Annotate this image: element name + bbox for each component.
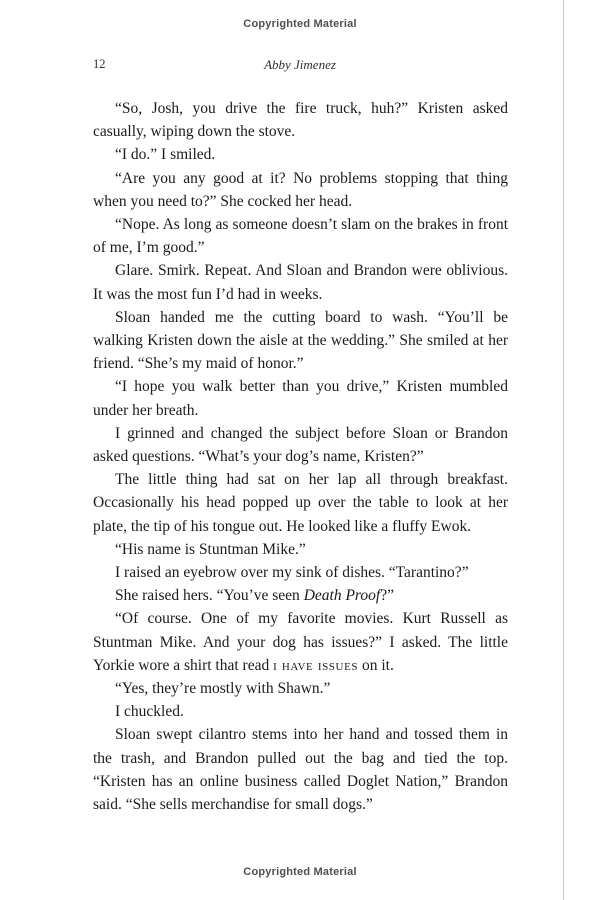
paragraph xyxy=(93,538,508,561)
copyright-watermark-top: Copyrighted Material xyxy=(243,18,357,30)
copyright-watermark-bottom: Copyrighted Material xyxy=(243,866,357,878)
text-segment: I grinned and changed the subject before Sloan or Brandon asked questions. “What’s your dog’s name, Kristen?” xyxy=(93,424,508,466)
paragraph xyxy=(93,561,508,584)
text-segment: “Nope. As long as someone doesn’t slam on the brakes in front of me, I’m good.” xyxy=(93,216,508,257)
paragraph xyxy=(93,143,508,166)
paragraph xyxy=(93,723,508,816)
paragraph xyxy=(93,306,508,376)
paragraph xyxy=(93,213,508,259)
paragraph xyxy=(93,468,508,538)
paragraph xyxy=(93,97,508,143)
text-segment: “Yes, they’re mostly with Shawn.” xyxy=(115,680,331,698)
text-segment: The little thing had sat on her lap all through breakfast. Occasionally his head popped up over the table to look at her plate, the tip of his tongue out. He looked like a fluffy Ewok. xyxy=(93,471,508,535)
paragraph xyxy=(93,700,508,723)
text-segment: on it. xyxy=(358,656,394,674)
paragraph xyxy=(93,422,508,468)
text-segment: Glare. Smirk. Repeat. And Sloan and Brandon were oblivious. It was the most fun I’d had in weeks. xyxy=(93,262,508,303)
text-segment: I chuckled. xyxy=(115,703,184,721)
page-header xyxy=(0,57,600,75)
paragraph xyxy=(93,375,508,421)
text-segment: Sloan swept cilantro stems into her hand and tossed them in the trash, and Brandon pulled out the bag and tied the top. “Kristen has an online business called Doglet Nation,” Brandon said. “She sells merchandise for small dogs.” xyxy=(93,726,508,814)
text-segment: ?” xyxy=(380,587,394,605)
text-segment: I raised an eyebrow over my sink of dishes. “Tarantino?” xyxy=(115,564,469,582)
paragraph xyxy=(93,167,508,213)
text-segment-italic: Death Proof xyxy=(303,587,381,605)
text-segment: “I do.” I smiled. xyxy=(115,146,216,164)
paragraph xyxy=(93,607,508,677)
text-segment: “Are you any good at it? No problems stopping that thing when you need to?” She cocked her head. xyxy=(93,169,508,210)
text-segment: “His name is Stuntman Mike.” xyxy=(115,540,306,558)
text-segment: Sloan handed me the cutting board to wash. “You’ll be walking Kristen down the aisle at the wedding.” She smiled at her friend. “She’s my maid of honor.” xyxy=(93,308,508,373)
page-number: 12 xyxy=(93,57,106,71)
paragraph xyxy=(93,259,508,305)
paragraph xyxy=(93,584,508,607)
running-header-author: Abby Jimenez xyxy=(264,57,336,72)
text-segment: “So, Josh, you drive the fire truck, huh?” Kristen asked casually, wiping down the stove. xyxy=(93,100,508,141)
text-segment: She raised hers. “You’ve seen xyxy=(115,587,304,605)
body-text xyxy=(93,97,508,816)
paragraph xyxy=(93,677,508,700)
text-segment-smallcaps: i have issues xyxy=(273,656,359,674)
page-edge-divider xyxy=(563,0,564,900)
text-segment: “I hope you walk better than you drive,” Kristen mumbled under her breath. xyxy=(93,378,508,419)
text-segment: “Of course. One of my favorite movies. Kurt Russell as Stuntman Mike. And your dog has issues?” I asked. The little Yorkie wore a shirt that read xyxy=(93,610,508,674)
